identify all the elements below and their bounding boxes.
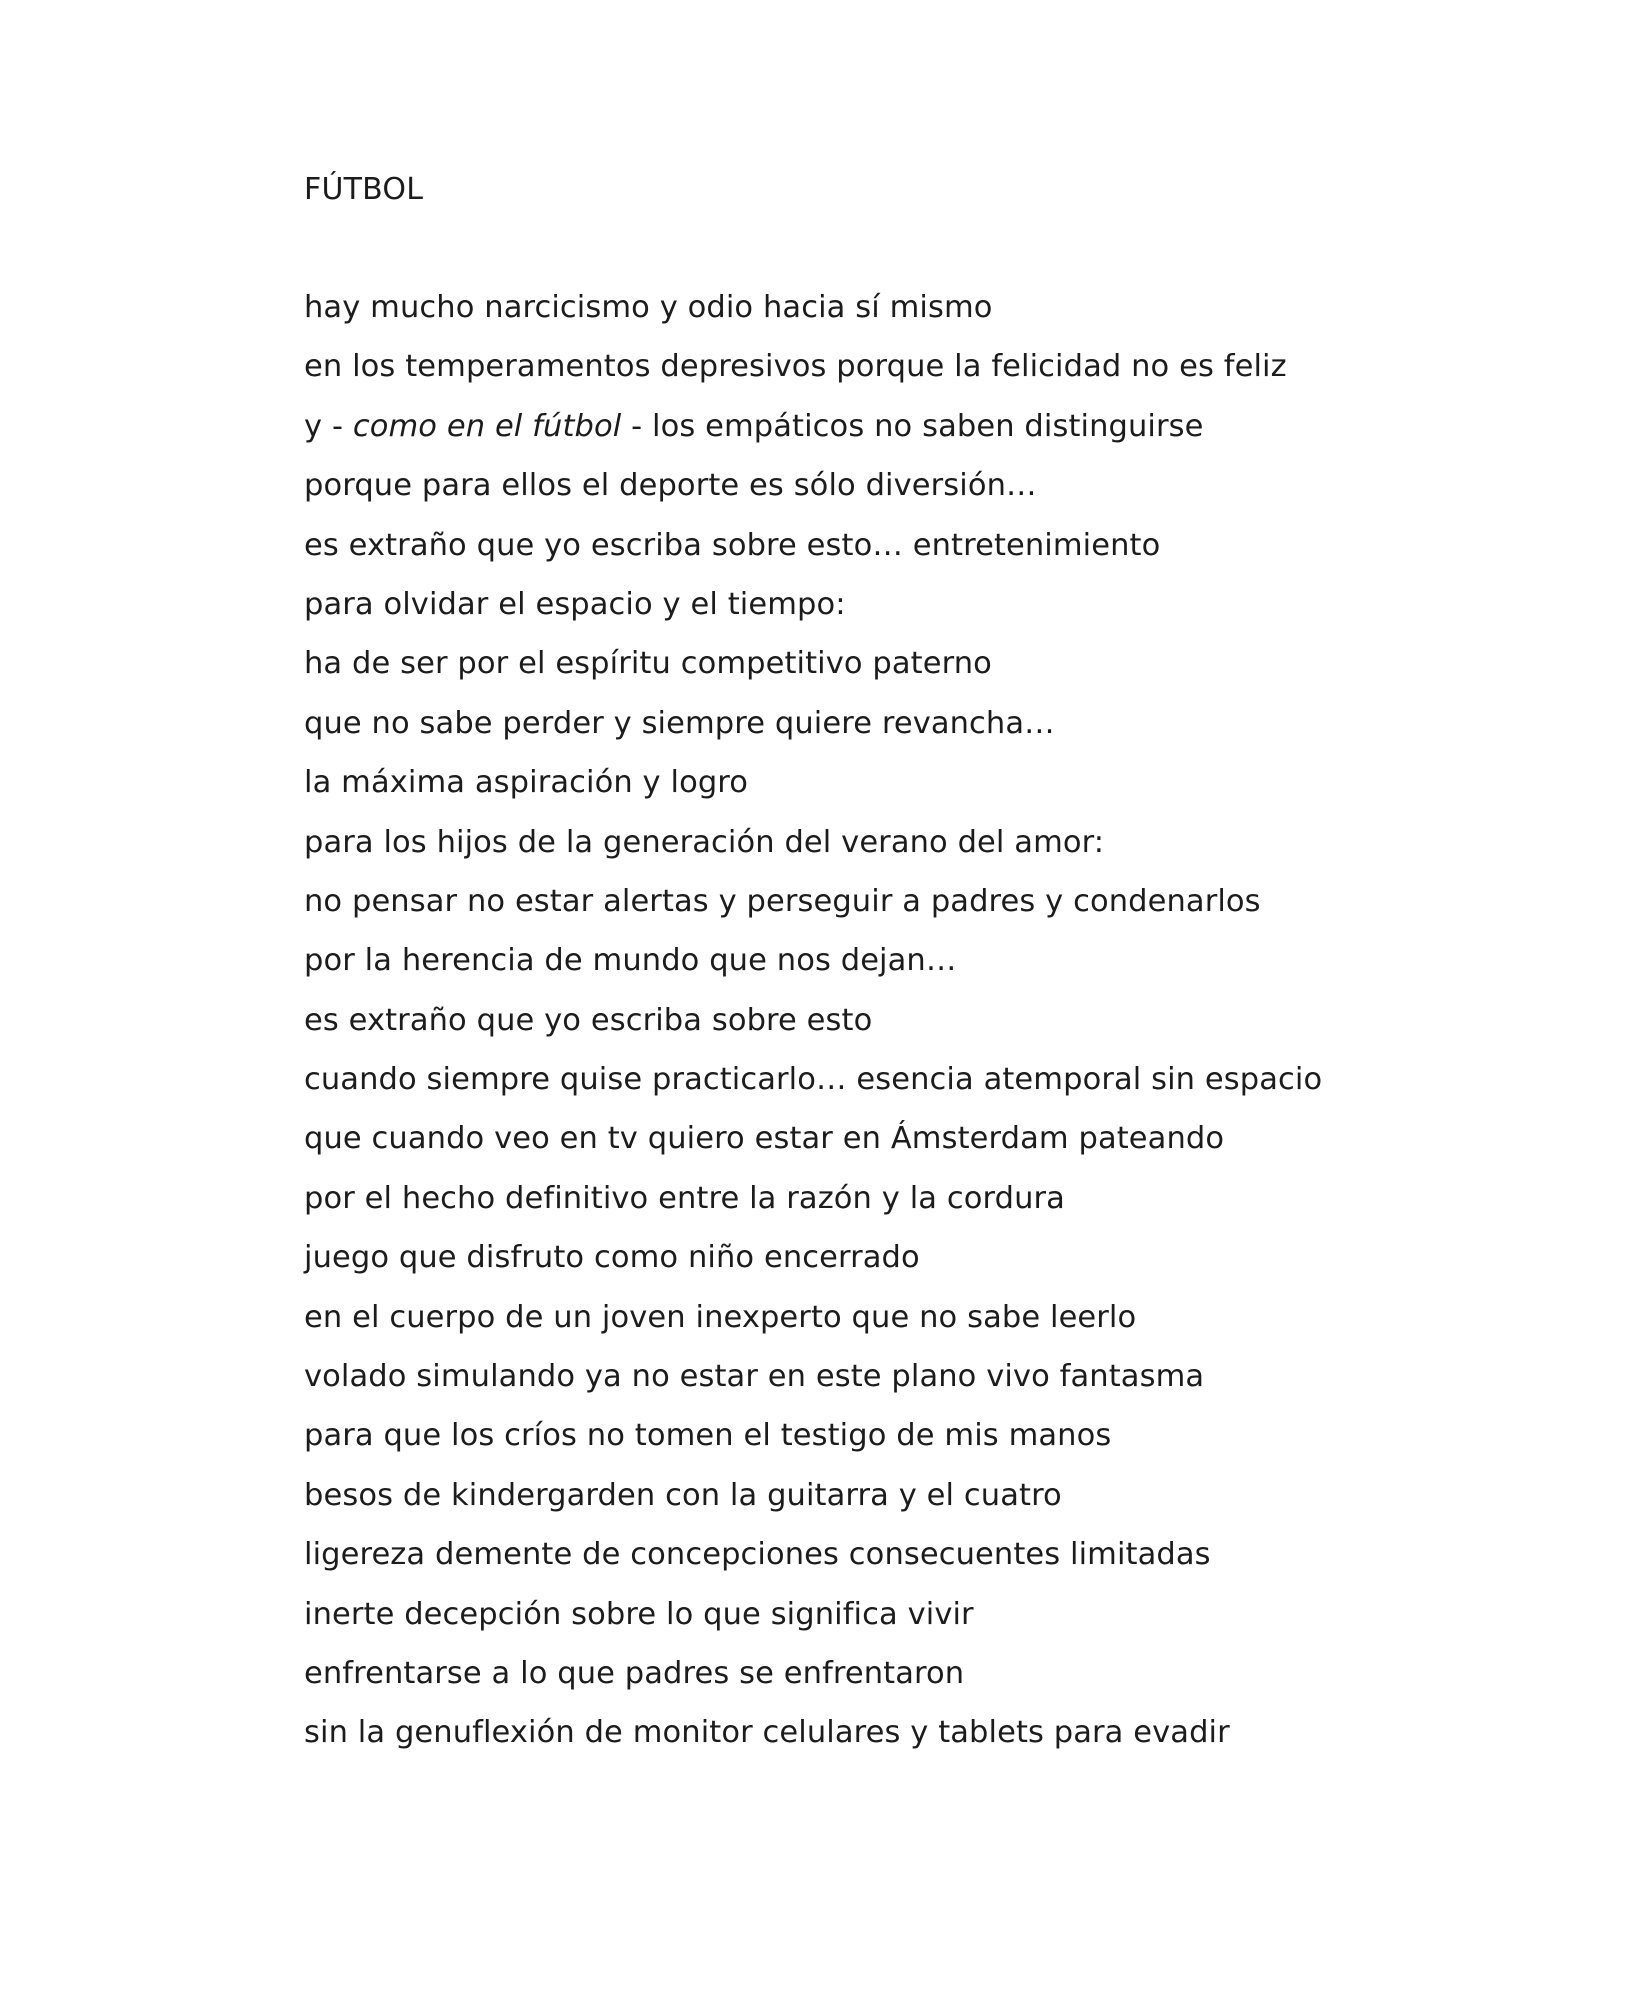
poem-line: cuando siempre quise practicarlo… esencia atemporal sin espacio (304, 1062, 1323, 1098)
line-text-after: - los empáticos no saben distinguirse (621, 408, 1204, 444)
poem-line: enfrentarse a lo que padres se enfrentaron (304, 1655, 965, 1691)
poem-line: en el cuerpo de un joven inexperto que no sabe leerlo (304, 1299, 1137, 1335)
poem-body (304, 286, 1504, 1771)
poem-line: que cuando veo en tv quiero estar en Ámsterdam pateando (304, 1121, 1225, 1157)
poem-line: porque para ellos el deporte es sólo diversión… (304, 468, 1037, 504)
poem-line: besos de kindergarden con la guitarra y el cuatro (304, 1477, 1062, 1513)
poem-line: para los hijos de la generación del verano del amor: (304, 824, 1105, 860)
poem-line: es extraño que yo escriba sobre esto (304, 1002, 873, 1038)
poem-line: ha de ser por el espíritu competitivo paterno (304, 646, 992, 682)
poem-line: juego que disfruto como niño encerrado (304, 1240, 920, 1276)
poem-line: sin la genuflexión de monitor celulares y tablets para evadir (304, 1715, 1230, 1751)
poem-line: volado simulando ya no estar en este plano vivo fantasma (304, 1359, 1205, 1395)
line-text-before: y - (304, 408, 353, 444)
poem-line: no pensar no estar alertas y perseguir a padres y condenarlos (304, 883, 1261, 919)
poem-line: es extraño que yo escriba sobre esto… entretenimiento (304, 527, 1161, 563)
line-text-italic: como en el fútbol (352, 408, 622, 444)
poem-line: hay mucho narcicismo y odio hacia sí mismo (304, 290, 993, 325)
poem-line: en los temperamentos depresivos porque la felicidad no es feliz (304, 349, 1287, 385)
poem-line-with-italic (304, 405, 1504, 464)
poem-line: para olvidar el espacio y el tiempo: (304, 586, 846, 622)
poem-line: ligereza demente de concepciones consecuentes limitadas (304, 1537, 1211, 1573)
poem-line: por la herencia de mundo que nos dejan… (304, 943, 957, 979)
poem-line: para que los críos no tomen el testigo de mis manos (304, 1418, 1112, 1454)
poem-line: que no sabe perder y siempre quiere revancha… (304, 705, 1055, 741)
poem-line: la máxima aspiración y logro (304, 765, 749, 801)
poem-title: FÚTBOL (304, 172, 424, 207)
poem-line: por el hecho definitivo entre la razón y la cordura (304, 1180, 1065, 1216)
poem-line: inerte decepción sobre lo que significa vivir (304, 1596, 974, 1632)
